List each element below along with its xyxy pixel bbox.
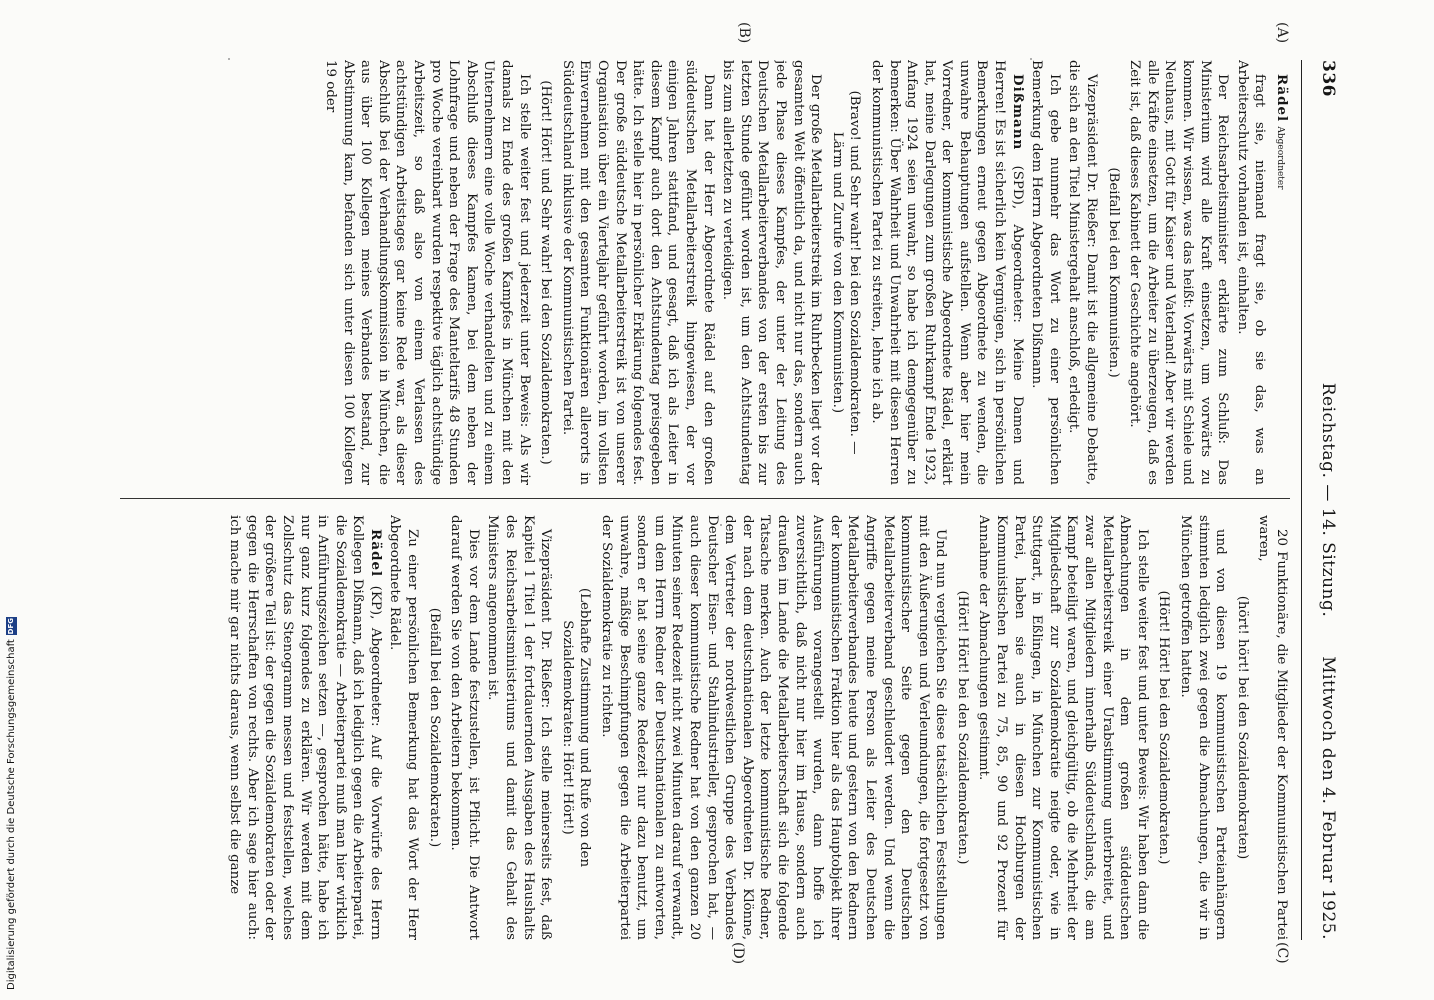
speaker-note: (KP), Abgeordneter:	[367, 585, 383, 727]
speaker-paragraph	[867, 60, 1025, 485]
speaker-name: Rädel	[367, 529, 384, 578]
left-text-column	[110, 60, 1290, 485]
speaker-note: Abgeordneter	[1275, 126, 1285, 190]
paragraph: und von diesen 19 kommunistischen Parteianhängern stimmten lediglich zwei gegen die Abmachungen, die wir in München getroffen hatten.	[1178, 515, 1229, 940]
rotated-page	[102, 22, 1342, 965]
margin-marker-c: (C)	[1274, 942, 1290, 964]
dfg-logo: DFG	[7, 617, 15, 635]
paragraph: Dies vor dem Lande festzustellen, ist Pflicht. Die Antwort darauf werden Sie von den Arbeitern bekommen.	[448, 515, 481, 940]
margin-marker-d: (D)	[730, 942, 746, 965]
speaker-paragraph	[226, 515, 384, 940]
stage-direction: (Bravo! und Sehr wahr! bei den Sozialdemokraten. — Lärm und Zurufe von den Kommunisten.)	[829, 90, 863, 455]
header-rule	[1301, 60, 1302, 940]
session-title: Reichstag. — 14. Sitzung.	[1318, 382, 1338, 618]
paragraph: Der Reichsarbeitsminister erklärte zum Schluß: Das Ministerium wird alle Kraft einsetzen, um vorwärts zu kommen. Wir wissen, was das heißt: Vorwärts mit Schiele und Neuhaus, mit Gott für Kaiser und Vaterland! Aber wir werden alle Kräfte einsetzen, um die Arbeiter zu überzeugen, daß es Zeit ist, daß dieses Kabinett der Geschichte angehört.	[1127, 60, 1231, 485]
stage-direction: (hört! hört! bei den Sozialdemokraten)	[1234, 595, 1250, 860]
paragraph: Ich stelle weiter fest und jederzeit unter Beweis: Als wir damals zu Ende des großen Kampfes in München mit den Unternehmern eine volle Woche verhandelten und zu einem Abschluß dieses Kampfes kamen, bei dem neben der Lohnfrage und neben der Frage des Manteltarifs 48 Stunden pro Woche vereinbart wurden respektive täglich achtstündige Arbeitszeit, so daß also von einem Verlassen des achtstündigen Arbeitstages gar keine Rede war, als dieser Abschluß bei der Verhandlungskommission in München, die aus über 100 Kollegen meines Verbandes bestand, zur Abstimmung kam, befanden sich unter diesen 100 Kollegen 19 oder	[323, 60, 532, 485]
margin-marker-b: (B)	[736, 22, 752, 44]
stage-direction: (Hört! Hört! bei den Sozialdemokraten.)	[1156, 590, 1172, 865]
digitization-footer	[6, 617, 17, 990]
stage-direction: (Lebhafte Zustimmung und Rufe von den Sozialdemokraten: Hört! Hört!)	[559, 587, 593, 868]
scan-speck	[720, 524, 722, 526]
paragraph: Ich stelle weiter fest und unter Beweis: Wir haben dann die Abmachungen in dem großen süddeutschen Metallarbeiterstreik einer Urabstimmung unterbreitet, und zwar allen Mitgliedern innerhalb Süddeutschlands, die am Kampf beteiligt waren, und gleichgültig, ob die Mehrheit der Mitgliedschaft zur Sozialdemokratie neigte oder, wie in Stuttgart, in Eßlingen, in München zur Kommunistischen Partei, haben sie auch in diesen Hochburgen der Kommunistischen Partei zu 75, 85, 90 und 92 Prozent für Annahme der Abmachungen gestimmt.	[976, 515, 1150, 940]
stage-direction: (Beifall bei den Kommunisten.)	[1105, 167, 1121, 378]
paragraph: Zu einer persönlichen Bemerkung hat das Wort der Herr Abgeordnete Rädel.	[387, 515, 421, 940]
column-divider	[120, 498, 1290, 499]
stage-direction: (Hört! Hört! und Sehr wahr! bei den Sozialdemokraten.)	[538, 80, 554, 465]
scan-speck	[1030, 58, 1032, 60]
speaker-text: Meine Damen und Herren! Es ist sicherlich kein Vergnügen, sich in persönlichen Bemerkungen erneut gegen Abgeordnete zu wenden, die unwahre Behauptungen aufstellen. Wenn aber hier mein Vorredner, der kommunistische Abgeordnete Rädel, erklärt hat, meine Darlegungen zum großen Ruhrkampf Ende 1923, Anfang 1924 seien unwahr, so habe ich demgegenüber zu bemerken: Über Wahrheit und Unwahrheit mit diesen Herren der kommunistischen Partei zu streiten, lehne ich ab.	[868, 60, 1025, 485]
margin-marker-a: (A)	[1274, 22, 1290, 44]
paragraph: Und nun vergleichen Sie diese tatsächlichen Feststellungen mit den Äußerungen und Verleumdungen, die fortgesetzt von kommunistischer Seite gegen den Deutschen Metallarbeiterverband geschleudert werden. Und wenn die Angriffe gegen meine Person als Leiter des Deutschen Metallarbeiterverbandes heute und gestern von den Rednern der kommunistischen Fraktion hier als das Hauptobjekt ihrer Ausführungen vorangestellt wurden, dann hoffe ich zuversichtlich, daß nicht nur hier im Hause, sondern auch draußen im Lande die Metallarbeiterschaft sich die folgende Tatsache merken. Auch der letzte kommunistische Redner, der nach dem deutschnationalen Abgeordneten Dr. Klönne, dem Vertreter der nordwestlichen Gruppe des Verbandes Deutscher Eisen- und Stahlindustrieller, gesprochen hat, — auch dieser kommunistische Redner hat von den ganzen 20 Minuten seiner Redezeit nicht zwei Minuten darauf verwandt, um dem Herrn Redner der Deutschnationalen zu antworten, sondern er hat seine ganze Redezeit nur dazu benutzt, um unwahre, mäßige Beschimpfungen gegen die Arbeiterpartei der Sozialdemokratie zu richten.	[599, 515, 949, 940]
paragraph: fragt sie, niemand fragt sie, ob sie das, was an Arbeiterschutz vorhanden ist, einhalten.	[1234, 60, 1268, 485]
paragraph: Der große Metallarbeiterstreik im Ruhrbecken liegt vor der gesamten Welt öffentlich da, und nicht nur das, sondern auch jede Phase dieses Kampfes, der unter der Leitung des Deutschen Metallarbeiterverbandes von der ersten bis zur letzten Stunde geführt worden ist, um den Achtstundentag bis zum allerletzten zu verteidigen.	[720, 60, 824, 485]
page-header	[1312, 60, 1342, 940]
footer-text: Digitalisierung gefördert durch die Deutsche Forschungsgemeinschaft	[6, 639, 17, 990]
page-number: 336	[1318, 60, 1338, 97]
speaker-note: (SPD), Abgeordneter:	[1009, 165, 1025, 323]
paragraph: Ich gebe nunmehr das Wort zu einer persönlichen Bemerkung dem Herrn Abgeordneten Dißmann.	[1029, 60, 1062, 485]
scan-speck	[228, 58, 230, 60]
stage-direction: (Beifall bei den Sozialdemokraten.)	[426, 607, 442, 848]
paragraph: Vizepräsident Dr. Rießer: Ich stelle meinerseits fest, daß Kapitel 1 Titel 1 der fortdauernden Ausgaben des Haushalts des Reichsarbeitsministeriums und damit das Gehalt des Ministers angenommen ist.	[485, 515, 554, 940]
speaker-paragraph	[1270, 60, 1290, 485]
paragraph: 20 Funktionäre, die Mitglieder der Kommunistischen Partei waren,	[1256, 515, 1289, 940]
paragraph: Vizepräsident Dr. Rießer: Damit ist die allgemeine Debatte, die sich an den Titel Ministergehalt anschloß, erledigt.	[1066, 60, 1100, 485]
speaker-name: Dißmann	[1009, 74, 1026, 151]
session-date: Mittwoch den 4. Februar 1925.	[1318, 656, 1338, 940]
paragraph: Dann hat der Herr Abgeordnete Rädel auf den großen süddeutschen Metallarbeiterstreik hingewiesen, der vor einigen Jahren stattfand, und gesagt, daß ich als Leiter in diesem Kampf auch dort den Achtstundentag preisgegeben hätte. Ich stelle hier in persönlicher Erklärung folgendes fest. Der große süddeutsche Metallarbeiterstreik ist von unserer Organisation über ein Vierteljahr geführt worden, im vollsten Einvernehmen mit den gesamten Funktionären allerorts in Süddeutschland inklusive der Kommunistischen Partei.	[559, 60, 716, 485]
stage-direction: (Hört! Hört! bei den Sozialdemokraten.)	[954, 590, 970, 865]
speaker-name: Rädel	[1274, 74, 1290, 123]
speaker-text: Auf die Vorwürfe des Herrn Kollegen Dißmann, daß ich lediglich gegen die Arbeiterpartei, die Sozialdemokratie — Arbeiterpartei muß man hier wirklich in Anführungszeichen setzen —, gesprochen hätte, habe ich nur ganz kurz folgendes zu erklären. Wir werden mit dem Zollschutz das Stenogramm messen und feststellen, welches der größere Teil ist: der gegen die Sozialdemokraten oder der gegen die Herrschaften von rechts. Aber ich sage hier auch: ich mache mir gar nichts daraus, wenn selbst die ganze	[227, 515, 383, 940]
right-text-column	[110, 515, 1290, 940]
